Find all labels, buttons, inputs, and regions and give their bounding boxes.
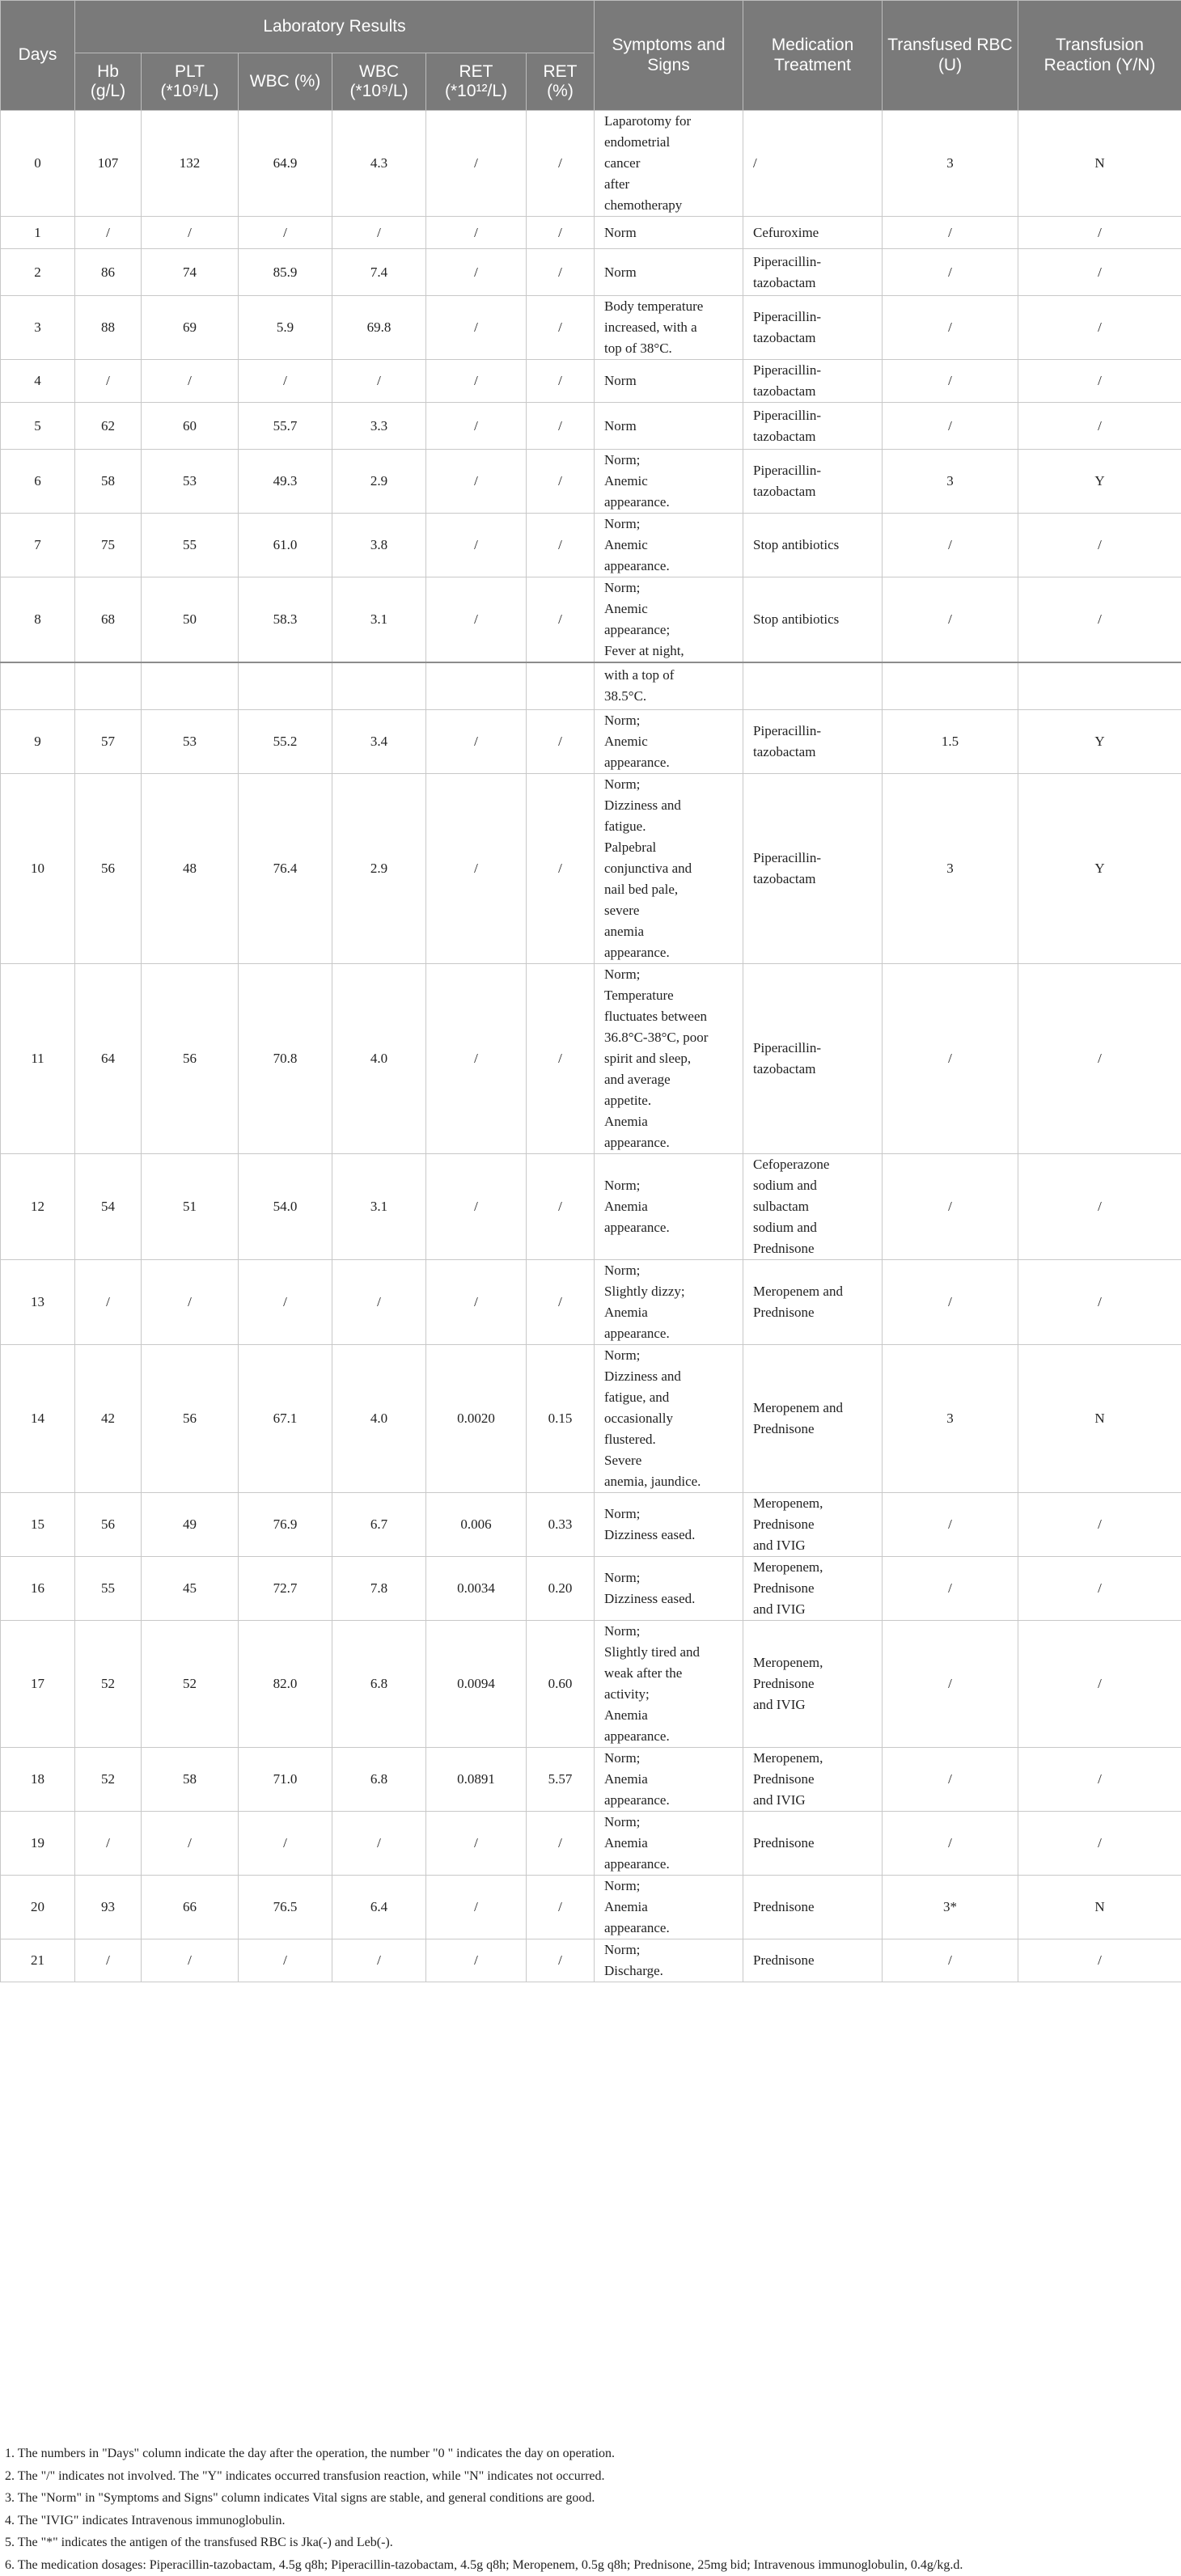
table-row bbox=[1, 249, 1181, 296]
cell-hb: 52 bbox=[75, 1620, 142, 1747]
cell-symptoms: Norm; Anemia appearance. bbox=[595, 1875, 743, 1939]
cell-transfused-rbc: 3* bbox=[883, 1875, 1018, 1939]
cell-ret-count: / bbox=[426, 360, 527, 403]
cell-transfused-rbc bbox=[883, 662, 1018, 709]
cell-plt: 52 bbox=[142, 1620, 239, 1747]
table-row bbox=[1, 296, 1181, 360]
cell-hb: 93 bbox=[75, 1875, 142, 1939]
cell-symptoms: Norm; Anemia appearance. bbox=[595, 1153, 743, 1259]
cell-symptoms: Norm bbox=[595, 217, 743, 249]
cell-symptoms: Norm; Dizziness and fatigue. Palpebral conjunctiva and nail bed pale, severe anemia appearance. bbox=[595, 773, 743, 963]
cell-wbc-percent: / bbox=[239, 1939, 332, 1982]
cell-ret-percent: / bbox=[527, 217, 595, 249]
cell-symptoms: Norm; Dizziness and fatigue, and occasionally flustered. Severe anemia, jaundice. bbox=[595, 1344, 743, 1492]
cell-day: 16 bbox=[1, 1556, 75, 1620]
cell-plt: / bbox=[142, 360, 239, 403]
cell-wbc-count: 3.4 bbox=[332, 709, 426, 773]
cell-medication: Prednisone bbox=[743, 1939, 883, 1982]
cell-symptoms: Norm; Anemic appearance; Fever at night, bbox=[595, 577, 743, 663]
cell-transfusion-reaction bbox=[1018, 662, 1181, 709]
cell-ret-count: / bbox=[426, 1153, 527, 1259]
table-row bbox=[1, 1344, 1181, 1492]
cell-transfused-rbc: / bbox=[883, 217, 1018, 249]
footnote: 4. The "IVIG" indicates Intravenous immunoglobulin. bbox=[5, 2510, 1181, 2532]
footnote: 5. The "*" indicates the antigen of the transfused RBC is Jka(-) and Leb(-). bbox=[5, 2532, 1181, 2554]
cell-symptoms: Norm; Slightly dizzy; Anemia appearance. bbox=[595, 1259, 743, 1344]
cell-transfusion-reaction: / bbox=[1018, 1747, 1181, 1811]
table-row bbox=[1, 360, 1181, 403]
cell-transfused-rbc: / bbox=[883, 1939, 1018, 1982]
cell-ret-percent: 0.33 bbox=[527, 1492, 595, 1556]
header-wbc-percent: WBC (%) bbox=[239, 53, 332, 111]
cell-plt: 60 bbox=[142, 403, 239, 450]
cell-transfusion-reaction: / bbox=[1018, 963, 1181, 1153]
cell-ret-count: 0.0891 bbox=[426, 1747, 527, 1811]
cell-wbc-count: 3.1 bbox=[332, 577, 426, 663]
table-row bbox=[1, 773, 1181, 963]
cell-ret-count: / bbox=[426, 709, 527, 773]
cell-ret-count: / bbox=[426, 403, 527, 450]
cell-ret-count: / bbox=[426, 450, 527, 514]
footnote: 1. The numbers in "Days" column indicate the day after the operation, the number "0 " indicates the day on operation. bbox=[5, 2443, 1181, 2465]
cell-plt: 69 bbox=[142, 296, 239, 360]
cell-wbc-count: 6.8 bbox=[332, 1747, 426, 1811]
cell-wbc-percent: 49.3 bbox=[239, 450, 332, 514]
cell-day: 7 bbox=[1, 514, 75, 577]
cell-transfused-rbc: 3 bbox=[883, 773, 1018, 963]
cell-ret-percent: / bbox=[527, 111, 595, 217]
cell-hb: / bbox=[75, 1811, 142, 1875]
cell-ret-percent: 0.15 bbox=[527, 1344, 595, 1492]
cell-wbc-count: 2.9 bbox=[332, 450, 426, 514]
cell-symptoms: Norm; Anemic appearance. bbox=[595, 450, 743, 514]
cell-medication: Piperacillin- tazobactam bbox=[743, 296, 883, 360]
cell-transfusion-reaction: N bbox=[1018, 1875, 1181, 1939]
header-lab-results: Laboratory Results bbox=[75, 1, 595, 53]
cell-medication: Piperacillin- tazobactam bbox=[743, 450, 883, 514]
cell-hb: 64 bbox=[75, 963, 142, 1153]
cell-transfused-rbc: / bbox=[883, 963, 1018, 1153]
cell-wbc-percent: 70.8 bbox=[239, 963, 332, 1153]
cell-transfused-rbc: / bbox=[883, 296, 1018, 360]
table-row bbox=[1, 709, 1181, 773]
cell-day: 17 bbox=[1, 1620, 75, 1747]
cell-day: 2 bbox=[1, 249, 75, 296]
cell-wbc-percent: 61.0 bbox=[239, 514, 332, 577]
cell-transfused-rbc: / bbox=[883, 514, 1018, 577]
cell-plt: 66 bbox=[142, 1875, 239, 1939]
cell-transfusion-reaction: / bbox=[1018, 1939, 1181, 1982]
table-row bbox=[1, 963, 1181, 1153]
cell-hb: 58 bbox=[75, 450, 142, 514]
cell-plt: 56 bbox=[142, 1344, 239, 1492]
cell-transfused-rbc: / bbox=[883, 577, 1018, 663]
cell-symptoms: Norm; Anemic appearance. bbox=[595, 709, 743, 773]
cell-wbc-count: / bbox=[332, 1259, 426, 1344]
header-ret-percent: RET (%) bbox=[527, 53, 595, 111]
cell-medication: Meropenem, Prednisone and IVIG bbox=[743, 1492, 883, 1556]
cell-transfusion-reaction: Y bbox=[1018, 773, 1181, 963]
cell-wbc-count bbox=[332, 662, 426, 709]
cell-wbc-count: 6.8 bbox=[332, 1620, 426, 1747]
cell-hb: 75 bbox=[75, 514, 142, 577]
cell-transfusion-reaction: / bbox=[1018, 1811, 1181, 1875]
cell-transfused-rbc: / bbox=[883, 1811, 1018, 1875]
cell-ret-percent: / bbox=[527, 403, 595, 450]
cell-symptoms: Body temperature increased, with a top of 38°C. bbox=[595, 296, 743, 360]
cell-medication: Piperacillin- tazobactam bbox=[743, 773, 883, 963]
table-row bbox=[1, 1259, 1181, 1344]
cell-plt: 45 bbox=[142, 1556, 239, 1620]
header-medication: Medication Treatment bbox=[743, 1, 883, 111]
cell-plt: 48 bbox=[142, 773, 239, 963]
cell-plt: 49 bbox=[142, 1492, 239, 1556]
cell-wbc-percent: 71.0 bbox=[239, 1747, 332, 1811]
cell-wbc-count: 6.7 bbox=[332, 1492, 426, 1556]
cell-ret-count: 0.0094 bbox=[426, 1620, 527, 1747]
table-row bbox=[1, 662, 1181, 709]
cell-wbc-percent: 58.3 bbox=[239, 577, 332, 663]
cell-symptoms: Norm; Slightly tired and weak after the activity; Anemia appearance. bbox=[595, 1620, 743, 1747]
cell-transfusion-reaction: / bbox=[1018, 296, 1181, 360]
cell-medication: Meropenem, Prednisone and IVIG bbox=[743, 1747, 883, 1811]
cell-transfusion-reaction: / bbox=[1018, 514, 1181, 577]
cell-symptoms: Norm; Discharge. bbox=[595, 1939, 743, 1982]
table-row bbox=[1, 1811, 1181, 1875]
cell-wbc-count: 6.4 bbox=[332, 1875, 426, 1939]
cell-wbc-percent: 55.2 bbox=[239, 709, 332, 773]
cell-ret-count: / bbox=[426, 1259, 527, 1344]
cell-ret-percent: / bbox=[527, 1939, 595, 1982]
cell-ret-percent: 0.60 bbox=[527, 1620, 595, 1747]
cell-hb: 42 bbox=[75, 1344, 142, 1492]
cell-hb: 57 bbox=[75, 709, 142, 773]
cell-plt: / bbox=[142, 217, 239, 249]
cell-wbc-percent: / bbox=[239, 1259, 332, 1344]
cell-transfused-rbc: 1.5 bbox=[883, 709, 1018, 773]
cell-ret-percent: / bbox=[527, 709, 595, 773]
header-wbc-count: WBC (*10⁹/L) bbox=[332, 53, 426, 111]
cell-ret-percent: 5.57 bbox=[527, 1747, 595, 1811]
cell-medication bbox=[743, 662, 883, 709]
cell-ret-percent: 0.20 bbox=[527, 1556, 595, 1620]
cell-wbc-percent bbox=[239, 662, 332, 709]
cell-transfused-rbc: / bbox=[883, 403, 1018, 450]
cell-hb: 107 bbox=[75, 111, 142, 217]
cell-plt: 55 bbox=[142, 514, 239, 577]
cell-wbc-count: / bbox=[332, 1939, 426, 1982]
cell-medication: Stop antibiotics bbox=[743, 577, 883, 663]
cell-wbc-percent: 85.9 bbox=[239, 249, 332, 296]
cell-ret-count: / bbox=[426, 1875, 527, 1939]
cell-medication: Meropenem and Prednisone bbox=[743, 1344, 883, 1492]
cell-transfusion-reaction: N bbox=[1018, 1344, 1181, 1492]
table-row bbox=[1, 1556, 1181, 1620]
cell-hb: 52 bbox=[75, 1747, 142, 1811]
table-row bbox=[1, 1747, 1181, 1811]
table-footnotes bbox=[0, 2443, 1181, 2576]
table-row bbox=[1, 111, 1181, 217]
header-symptoms: Symptoms and Signs bbox=[595, 1, 743, 111]
cell-day: 0 bbox=[1, 111, 75, 217]
cell-transfused-rbc: 3 bbox=[883, 111, 1018, 217]
cell-symptoms: Norm; Dizziness eased. bbox=[595, 1492, 743, 1556]
cell-plt: / bbox=[142, 1811, 239, 1875]
cell-transfused-rbc: / bbox=[883, 1259, 1018, 1344]
cell-transfused-rbc: / bbox=[883, 1620, 1018, 1747]
cell-transfused-rbc: / bbox=[883, 1747, 1018, 1811]
cell-hb: / bbox=[75, 217, 142, 249]
cell-hb: / bbox=[75, 1939, 142, 1982]
table-row bbox=[1, 1875, 1181, 1939]
cell-ret-percent: / bbox=[527, 577, 595, 663]
cell-day: 15 bbox=[1, 1492, 75, 1556]
cell-day: 20 bbox=[1, 1875, 75, 1939]
cell-ret-count: / bbox=[426, 217, 527, 249]
cell-medication: Piperacillin- tazobactam bbox=[743, 963, 883, 1153]
cell-day: 9 bbox=[1, 709, 75, 773]
cell-hb: 55 bbox=[75, 1556, 142, 1620]
cell-day bbox=[1, 662, 75, 709]
cell-day: 1 bbox=[1, 217, 75, 249]
cell-transfusion-reaction: / bbox=[1018, 403, 1181, 450]
table-row bbox=[1, 1153, 1181, 1259]
cell-wbc-count: 4.0 bbox=[332, 1344, 426, 1492]
cell-transfusion-reaction: / bbox=[1018, 360, 1181, 403]
cell-transfused-rbc: / bbox=[883, 360, 1018, 403]
cell-wbc-percent: / bbox=[239, 360, 332, 403]
cell-wbc-percent: 54.0 bbox=[239, 1153, 332, 1259]
cell-day: 18 bbox=[1, 1747, 75, 1811]
cell-ret-percent: / bbox=[527, 514, 595, 577]
header-ret-count: RET (*10¹²/L) bbox=[426, 53, 527, 111]
cell-transfusion-reaction: / bbox=[1018, 249, 1181, 296]
cell-transfusion-reaction: / bbox=[1018, 217, 1181, 249]
cell-wbc-count: 7.8 bbox=[332, 1556, 426, 1620]
cell-hb: 68 bbox=[75, 577, 142, 663]
cell-transfused-rbc: 3 bbox=[883, 450, 1018, 514]
cell-wbc-count: / bbox=[332, 1811, 426, 1875]
cell-medication: Piperacillin- tazobactam bbox=[743, 403, 883, 450]
cell-transfusion-reaction: Y bbox=[1018, 450, 1181, 514]
cell-wbc-count: 3.8 bbox=[332, 514, 426, 577]
cell-day: 14 bbox=[1, 1344, 75, 1492]
cell-wbc-count: 2.9 bbox=[332, 773, 426, 963]
cell-transfusion-reaction: / bbox=[1018, 1556, 1181, 1620]
cell-plt: 51 bbox=[142, 1153, 239, 1259]
cell-ret-count: / bbox=[426, 1939, 527, 1982]
cell-transfusion-reaction: / bbox=[1018, 1620, 1181, 1747]
cell-wbc-count: 4.3 bbox=[332, 111, 426, 217]
cell-wbc-percent: / bbox=[239, 217, 332, 249]
cell-medication: Piperacillin- tazobactam bbox=[743, 360, 883, 403]
cell-symptoms: Laparotomy for endometrial cancer after chemotherapy bbox=[595, 111, 743, 217]
cell-ret-count: 0.0020 bbox=[426, 1344, 527, 1492]
table-row bbox=[1, 403, 1181, 450]
header-days: Days bbox=[1, 1, 75, 111]
cell-ret-count: 0.006 bbox=[426, 1492, 527, 1556]
cell-day: 5 bbox=[1, 403, 75, 450]
cell-medication: Meropenem, Prednisone and IVIG bbox=[743, 1556, 883, 1620]
cell-ret-percent: / bbox=[527, 1811, 595, 1875]
cell-wbc-percent: 55.7 bbox=[239, 403, 332, 450]
cell-symptoms: Norm; Anemia appearance. bbox=[595, 1747, 743, 1811]
cell-symptoms: Norm bbox=[595, 249, 743, 296]
footnote: 3. The "Norm" in "Symptoms and Signs" column indicates Vital signs are stable, and general conditions are good. bbox=[5, 2487, 1181, 2510]
cell-day: 21 bbox=[1, 1939, 75, 1982]
table-row bbox=[1, 577, 1181, 663]
cell-transfusion-reaction: / bbox=[1018, 1492, 1181, 1556]
cell-ret-count: 0.0034 bbox=[426, 1556, 527, 1620]
cell-wbc-count: 3.3 bbox=[332, 403, 426, 450]
cell-day: 11 bbox=[1, 963, 75, 1153]
cell-wbc-percent: 76.4 bbox=[239, 773, 332, 963]
header-transfused-rbc: Transfused RBC (U) bbox=[883, 1, 1018, 111]
cell-ret-count: / bbox=[426, 773, 527, 963]
cell-hb: 54 bbox=[75, 1153, 142, 1259]
cell-medication: Meropenem and Prednisone bbox=[743, 1259, 883, 1344]
cell-hb: 56 bbox=[75, 773, 142, 963]
cell-medication: / bbox=[743, 111, 883, 217]
cell-wbc-percent: 76.9 bbox=[239, 1492, 332, 1556]
cell-ret-count: / bbox=[426, 249, 527, 296]
cell-transfusion-reaction: / bbox=[1018, 1259, 1181, 1344]
footnote: 2. The "/" indicates not involved. The "Y" indicates occurred transfusion reaction, while "N" indicates not occurred. bbox=[5, 2465, 1181, 2488]
cell-hb: 62 bbox=[75, 403, 142, 450]
cell-transfusion-reaction: / bbox=[1018, 1153, 1181, 1259]
cell-ret-count: / bbox=[426, 1811, 527, 1875]
table-row bbox=[1, 1492, 1181, 1556]
cell-wbc-count: / bbox=[332, 217, 426, 249]
cell-hb: 86 bbox=[75, 249, 142, 296]
cell-transfusion-reaction: / bbox=[1018, 577, 1181, 663]
cell-ret-count: / bbox=[426, 514, 527, 577]
table-row bbox=[1, 450, 1181, 514]
cell-ret-percent bbox=[527, 662, 595, 709]
cell-plt: 56 bbox=[142, 963, 239, 1153]
cell-ret-percent: / bbox=[527, 1153, 595, 1259]
cell-ret-percent: / bbox=[527, 773, 595, 963]
cell-ret-count bbox=[426, 662, 527, 709]
cell-wbc-percent: 67.1 bbox=[239, 1344, 332, 1492]
cell-transfused-rbc: / bbox=[883, 249, 1018, 296]
cell-transfused-rbc: / bbox=[883, 1153, 1018, 1259]
cell-ret-percent: / bbox=[527, 296, 595, 360]
cell-hb: / bbox=[75, 1259, 142, 1344]
cell-wbc-percent: / bbox=[239, 1811, 332, 1875]
cell-day: 6 bbox=[1, 450, 75, 514]
cell-transfused-rbc: / bbox=[883, 1556, 1018, 1620]
cell-plt: 74 bbox=[142, 249, 239, 296]
cell-medication: Piperacillin- tazobactam bbox=[743, 249, 883, 296]
cell-wbc-percent: 82.0 bbox=[239, 1620, 332, 1747]
cell-plt: 53 bbox=[142, 709, 239, 773]
cell-medication: Meropenem, Prednisone and IVIG bbox=[743, 1620, 883, 1747]
cell-symptoms: Norm; Anemia appearance. bbox=[595, 1811, 743, 1875]
cell-day: 3 bbox=[1, 296, 75, 360]
table-row bbox=[1, 514, 1181, 577]
cell-medication: Stop antibiotics bbox=[743, 514, 883, 577]
cell-plt: 50 bbox=[142, 577, 239, 663]
cell-wbc-percent: 72.7 bbox=[239, 1556, 332, 1620]
cell-wbc-count: 7.4 bbox=[332, 249, 426, 296]
cell-symptoms: Norm bbox=[595, 403, 743, 450]
cell-plt: / bbox=[142, 1939, 239, 1982]
cell-symptoms: Norm; Anemic appearance. bbox=[595, 514, 743, 577]
cell-ret-percent: / bbox=[527, 360, 595, 403]
cell-transfused-rbc: 3 bbox=[883, 1344, 1018, 1492]
cell-medication: Prednisone bbox=[743, 1811, 883, 1875]
cell-plt: 132 bbox=[142, 111, 239, 217]
header-transfusion-reaction: Transfusion Reaction (Y/N) bbox=[1018, 1, 1181, 111]
cell-hb: 88 bbox=[75, 296, 142, 360]
cell-plt: / bbox=[142, 1259, 239, 1344]
cell-day: 4 bbox=[1, 360, 75, 403]
cell-day: 12 bbox=[1, 1153, 75, 1259]
cell-hb: / bbox=[75, 360, 142, 403]
cell-transfusion-reaction: Y bbox=[1018, 709, 1181, 773]
cell-plt: 58 bbox=[142, 1747, 239, 1811]
cell-transfused-rbc: / bbox=[883, 1492, 1018, 1556]
cell-wbc-percent: 5.9 bbox=[239, 296, 332, 360]
cell-wbc-count: / bbox=[332, 360, 426, 403]
cell-ret-count: / bbox=[426, 296, 527, 360]
cell-hb: 56 bbox=[75, 1492, 142, 1556]
table-body bbox=[1, 111, 1181, 1982]
cell-hb bbox=[75, 662, 142, 709]
cell-day: 13 bbox=[1, 1259, 75, 1344]
header-hb: Hb (g/L) bbox=[75, 53, 142, 111]
cell-ret-percent: / bbox=[527, 1259, 595, 1344]
cell-transfusion-reaction: N bbox=[1018, 111, 1181, 217]
cell-symptoms: Norm; Dizziness eased. bbox=[595, 1556, 743, 1620]
cell-wbc-count: 69.8 bbox=[332, 296, 426, 360]
cell-medication: Cefoperazone sodium and sulbactam sodium and Prednisone bbox=[743, 1153, 883, 1259]
cell-ret-count: / bbox=[426, 577, 527, 663]
footnote: 6. The medication dosages: Piperacillin-tazobactam, 4.5g q8h; Piperacillin-tazobactam, 4.5g q8h; Meropenem, 0.5g q8h; Prednisone, 25mg bid; Intravenous immunoglobulin, 0.4g/kg.d. bbox=[5, 2554, 1181, 2576]
cell-ret-percent: / bbox=[527, 249, 595, 296]
cell-medication: Piperacillin- tazobactam bbox=[743, 709, 883, 773]
cell-plt bbox=[142, 662, 239, 709]
table-header bbox=[1, 1, 1181, 111]
header-plt: PLT (*10⁹/L) bbox=[142, 53, 239, 111]
table-row bbox=[1, 217, 1181, 249]
cell-ret-count: / bbox=[426, 963, 527, 1153]
cell-symptoms: Norm bbox=[595, 360, 743, 403]
cell-wbc-count: 3.1 bbox=[332, 1153, 426, 1259]
cell-symptoms: with a top of 38.5°C. bbox=[595, 662, 743, 709]
cell-day: 19 bbox=[1, 1811, 75, 1875]
cell-day: 10 bbox=[1, 773, 75, 963]
cell-day: 8 bbox=[1, 577, 75, 663]
table-row bbox=[1, 1939, 1181, 1982]
cell-wbc-count: 4.0 bbox=[332, 963, 426, 1153]
cell-symptoms: Norm; Temperature fluctuates between 36.8°C-38°C, poor spirit and sleep, and average appetite. Anemia appearance. bbox=[595, 963, 743, 1153]
cell-ret-percent: / bbox=[527, 1875, 595, 1939]
cell-wbc-percent: 76.5 bbox=[239, 1875, 332, 1939]
cell-medication: Prednisone bbox=[743, 1875, 883, 1939]
cell-ret-percent: / bbox=[527, 450, 595, 514]
table-row bbox=[1, 1620, 1181, 1747]
cell-ret-percent: / bbox=[527, 963, 595, 1153]
cell-wbc-percent: 64.9 bbox=[239, 111, 332, 217]
cell-medication: Cefuroxime bbox=[743, 217, 883, 249]
cell-ret-count: / bbox=[426, 111, 527, 217]
cell-plt: 53 bbox=[142, 450, 239, 514]
